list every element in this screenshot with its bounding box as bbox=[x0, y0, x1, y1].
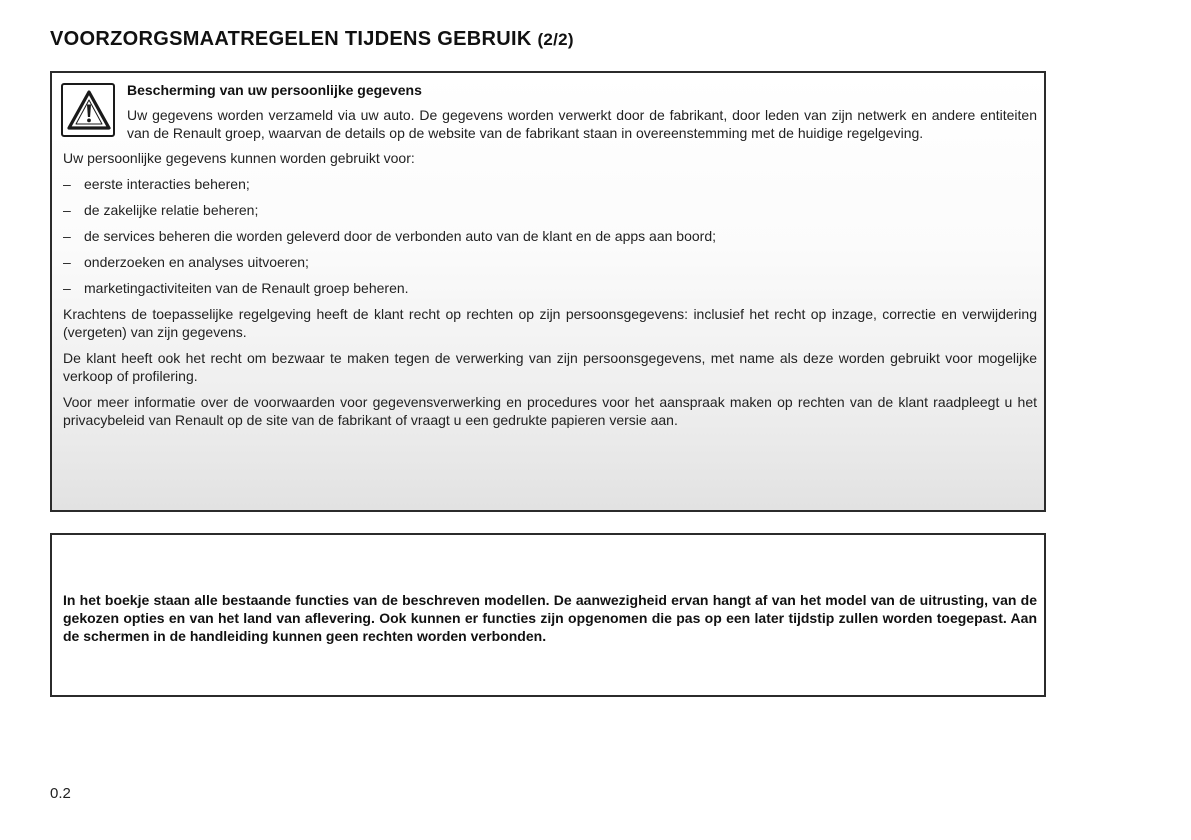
dash-bullet: – bbox=[63, 228, 71, 244]
warning-intro-paragraph: Uw gegevens worden verzameld via uw auto. De gegevens worden verwerkt door de fabrikant, door leden van zijn netwerk en andere entiteiten van de Renault groep, waarvan de details op de website van de fabrikant staan in overeenstemming met de huidige regelgeving. bbox=[127, 107, 1037, 141]
dash-bullet: – bbox=[63, 254, 71, 270]
list-item-text: onderzoeken en analyses uitvoeren; bbox=[84, 254, 309, 270]
dash-bullet: – bbox=[63, 280, 71, 296]
objection-paragraph: De klant heeft ook het recht om bezwaar te maken tegen de verwerking van zijn persoonsgegevens, met name als deze worden gebruikt voor mogelijke verkoop of profilering. bbox=[63, 350, 1037, 384]
more-info-paragraph: Voor meer informatie over de voorwaarden voor gegevensverwerking en procedures voor het aanspraak maken op rechten van de klant raadpleegt u het privacybeleid van Renault op de site van de fabrikant of vraagt u een gedrukte papieren versie aan. bbox=[63, 394, 1037, 428]
usage-list bbox=[63, 175, 1037, 297]
dash-bullet: – bbox=[63, 176, 71, 192]
list-item-text: marketingactiviteiten van de Renault groep beheren. bbox=[84, 280, 409, 296]
disclaimer-text: In het boekje staan alle bestaande functies van de beschreven modellen. De aanwezigheid ervan hangt af van het model van de uitrusting, van de gekozen opties en van het land van aflevering. Ook kunnen er functies zijn opgenomen die pas op een later tijdstip zullen worden toegepast. Aan de schermen in de handleiding kunnen geen rechten worden verbonden. bbox=[63, 592, 1037, 644]
warning-heading: Bescherming van uw persoonlijke gegevens bbox=[127, 82, 422, 98]
list-intro: Uw persoonlijke gegevens kunnen worden gebruikt voor: bbox=[63, 150, 415, 166]
page-title-main: VOORZORGSMAATREGELEN TIJDENS GEBRUIK bbox=[50, 28, 532, 50]
dash-bullet: – bbox=[63, 202, 71, 218]
list-item bbox=[63, 201, 1037, 219]
warning-body bbox=[63, 106, 1037, 437]
list-item bbox=[63, 175, 1037, 193]
page-title-suffix: (2/2) bbox=[537, 30, 574, 49]
list-item bbox=[63, 253, 1037, 271]
privacy-warning-box bbox=[50, 71, 1046, 512]
list-item-text: eerste interacties beheren; bbox=[84, 176, 250, 192]
page-title bbox=[50, 28, 574, 51]
list-item bbox=[63, 279, 1037, 297]
list-item bbox=[63, 227, 1037, 245]
rights-paragraph: Krachtens de toepasselijke regelgeving heeft de klant recht op rechten op zijn persoonsgegevens: inclusief het recht op inzage, correctie en verwijdering (vergeten) van zijn gegevens. bbox=[63, 306, 1037, 340]
disclaimer-box bbox=[50, 533, 1046, 697]
list-item-text: de zakelijke relatie beheren; bbox=[84, 202, 259, 218]
page-number: 0.2 bbox=[50, 785, 71, 802]
list-item-text: de services beheren die worden geleverd door de verbonden auto van de klant en de apps aan boord; bbox=[84, 228, 717, 244]
